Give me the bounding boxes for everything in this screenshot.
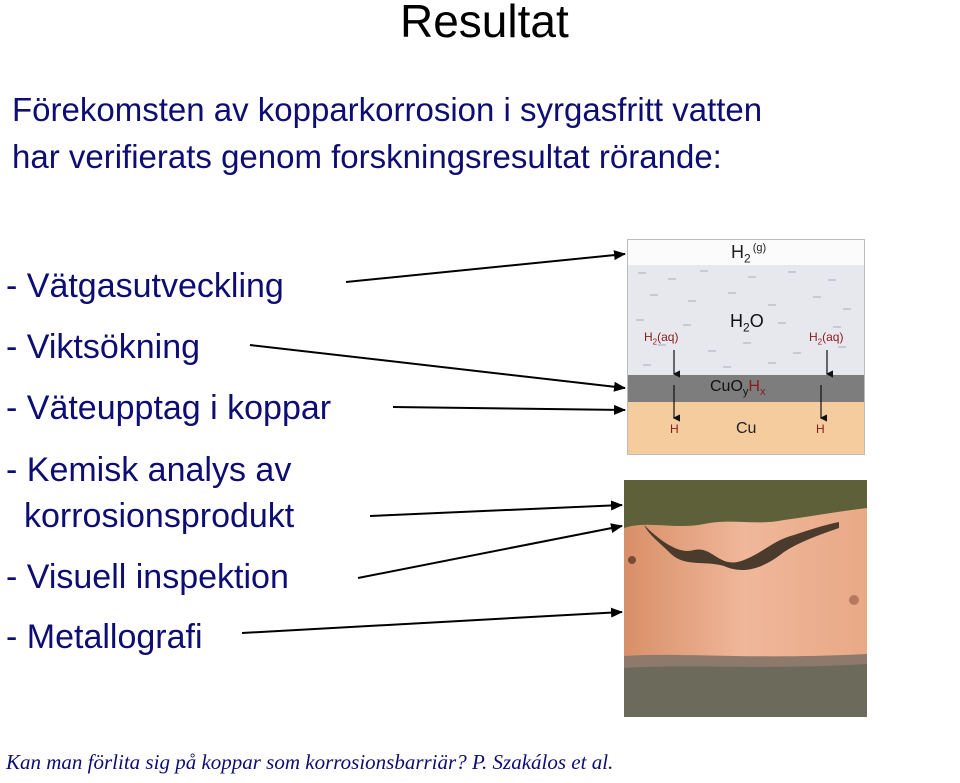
arrow-chemical-analysis [370,505,622,516]
bullet-chemical-analysis-cont: korrosionsprodukt [24,497,295,535]
intro-line-1: Förekomsten av kopparkorrosion i syrgasfritt vatten [12,91,763,128]
arrow-hydrogen-uptake [393,407,625,410]
h-left-label: H [670,422,679,436]
intro-line-2: har verifierats genom forskningsresultat rörande: [12,138,722,175]
page-title: Resultat [400,0,569,47]
arrow-metallography [242,612,622,633]
h2-aq-right-label: $H_2(aq)$ [809,330,844,347]
footer-citation: Kan man förlita sig på koppar som korrosionsbarriär? P. Szakálos et al. [6,750,614,774]
bullet-hydrogen-uptake: - Väteupptag i koppar [6,389,332,427]
bullet-hydrogen-evolution: - Vätgasutveckling [6,267,284,305]
arrow-weight-gain [250,345,625,388]
bullet-chemical-analysis: - Kemisk analys av [6,451,292,489]
bullet-metallography: - Metallografi [6,618,203,656]
arrow-visual-inspection [358,526,622,578]
water-label: $H_2O$ [730,311,764,335]
h2-aq-left-label: $H_2(aq)$ [644,330,679,347]
h-right-label: H [816,422,825,436]
bullet-visual-inspection: - Visuell inspektion [6,558,289,596]
oxide-label: $CuO_yH_x$ [710,378,766,399]
copper-label: Cu [736,420,757,437]
bullet-weight-gain: - Viktsökning [6,328,201,366]
h2-gas-label: $H_2^{(g)}$ [731,242,767,266]
arrow-hydrogen-evolution [346,254,625,282]
